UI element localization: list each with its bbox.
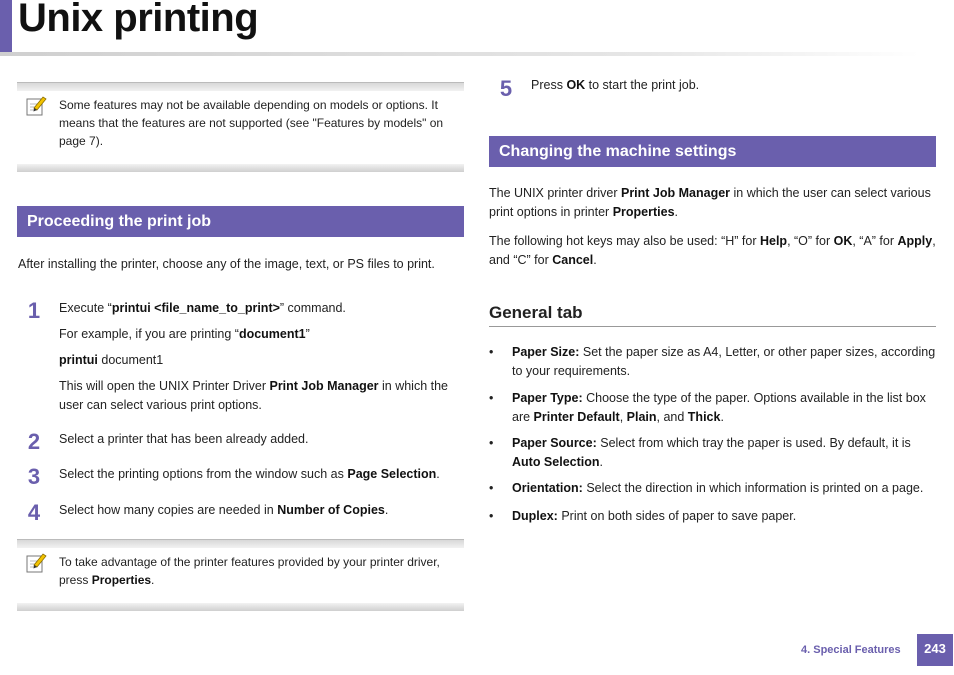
note-pencil-icon (25, 95, 47, 117)
subheading-general-tab: General tab (489, 303, 936, 327)
list-item: • Orientation: Select the direction in which information is printed on a page. (489, 481, 924, 495)
step-text: For example, if you are printing “document1” (59, 327, 310, 341)
list-item: • Paper Size: Set the paper size as A4, Letter, or other paper sizes, according to your requirements. (489, 345, 936, 378)
step-text: This will open the UNIX Printer Driver Print Job Manager in which the user can select various print options. (59, 379, 449, 412)
section-intro: After installing the printer, choose any of the image, text, or PS files to print. (18, 257, 435, 271)
note-box (17, 539, 464, 611)
step-number: 3 (27, 464, 41, 489)
step-text: Select the printing options from the window such as Page Selection. (59, 467, 440, 481)
list-item: • Duplex: Print on both sides of paper to save paper. (489, 509, 797, 523)
page-title: Unix printing (18, 0, 259, 40)
paragraph: The UNIX printer driver Print Job Manager in which the user can select various print options in printer Properties. (489, 186, 931, 219)
list-item: • Paper Type: Choose the type of the paper. Options available in the list box are Printer Default, Plain, and Thick. (489, 391, 926, 424)
step-text: printui document1 (59, 353, 164, 367)
step-number: 2 (27, 429, 41, 454)
step-number: 5 (499, 76, 513, 101)
note-pencil-icon (25, 552, 47, 574)
paragraph: The following hot keys may also be used: “H” for Help, “O” for OK, “A” for Apply, and “C” for Cancel. (489, 234, 936, 267)
step-text: Select a printer that has been already added. (59, 432, 309, 446)
step-text: Execute “printui <file_name_to_print>” command. (59, 301, 346, 315)
title-accent-bar (0, 0, 12, 52)
note-box (17, 82, 464, 172)
step-text: Select how many copies are needed in Number of Copies. (59, 503, 389, 517)
footer-chapter: 4. Special Features (801, 644, 901, 656)
section-heading-machine-settings: Changing the machine settings (489, 136, 936, 167)
step-text: Press OK to start the print job. (531, 78, 700, 92)
title-divider (0, 52, 920, 56)
step-number: 1 (27, 298, 41, 323)
list-item: • Paper Source: Select from which tray the paper is used. By default, it is Auto Selection. (489, 436, 911, 469)
step-number: 4 (27, 500, 41, 525)
note-text: Some features may not be available depending on models or options. It means that the features are not supported (see "Features by models" on page 7). (59, 98, 444, 148)
note-text: To take advantage of the printer features provided by your printer driver, press Properties. (59, 555, 440, 587)
page-number: 243 (917, 634, 953, 666)
section-heading-proceeding: Proceeding the print job (17, 206, 464, 237)
